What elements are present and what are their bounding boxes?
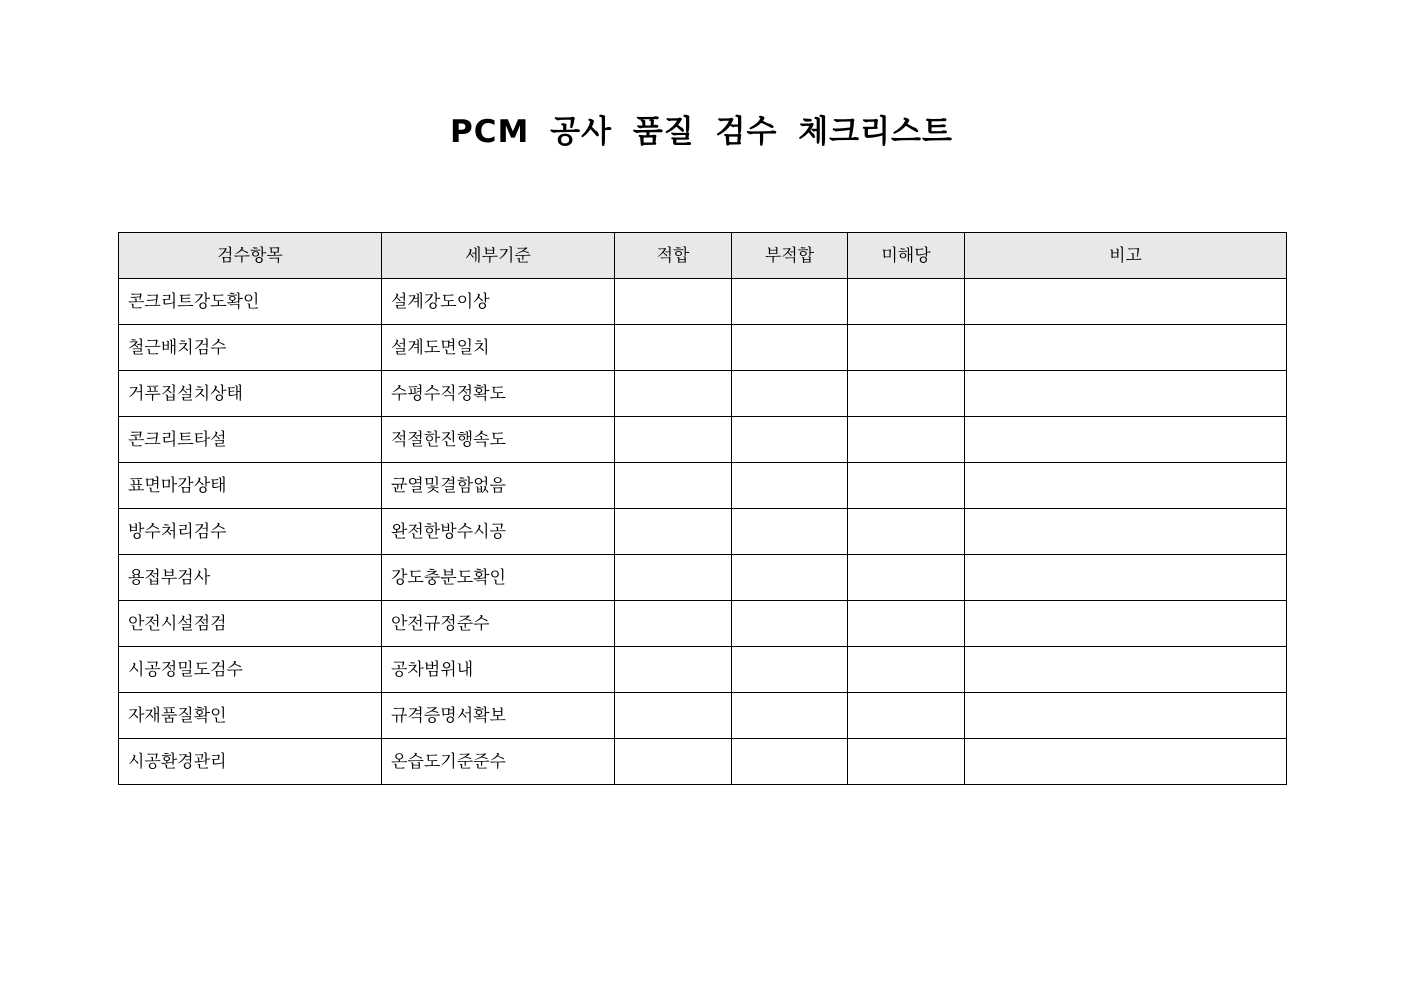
detail-criteria-cell: 균열및결함없음 <box>382 463 615 509</box>
conforming-cell[interactable] <box>615 463 732 509</box>
conforming-cell[interactable] <box>615 601 732 647</box>
table-row <box>119 279 1287 325</box>
header-remarks: 비고 <box>965 233 1287 279</box>
inspection-item-cell: 시공정밀도검수 <box>119 647 382 693</box>
nonconforming-cell[interactable] <box>732 739 848 785</box>
remarks-cell[interactable] <box>965 647 1287 693</box>
inspection-item-cell: 거푸집설치상태 <box>119 371 382 417</box>
inspection-item-cell: 시공환경관리 <box>119 739 382 785</box>
detail-criteria-cell: 안전규정준수 <box>382 601 615 647</box>
not-applicable-cell[interactable] <box>848 417 965 463</box>
nonconforming-cell[interactable] <box>732 417 848 463</box>
not-applicable-cell[interactable] <box>848 509 965 555</box>
detail-criteria-cell: 설계강도이상 <box>382 279 615 325</box>
table-row <box>119 509 1287 555</box>
nonconforming-cell[interactable] <box>732 647 848 693</box>
detail-criteria-cell: 규격증명서확보 <box>382 693 615 739</box>
header-detail-criteria: 세부기준 <box>382 233 615 279</box>
remarks-cell[interactable] <box>965 463 1287 509</box>
table-row <box>119 417 1287 463</box>
conforming-cell[interactable] <box>615 417 732 463</box>
nonconforming-cell[interactable] <box>732 463 848 509</box>
document-title: PCM 공사 품질 검수 체크리스트 <box>450 114 953 150</box>
nonconforming-cell[interactable] <box>732 325 848 371</box>
not-applicable-cell[interactable] <box>848 279 965 325</box>
nonconforming-cell[interactable] <box>732 693 848 739</box>
inspection-item-cell: 콘크리트강도확인 <box>119 279 382 325</box>
header-not-applicable: 미해당 <box>848 233 965 279</box>
header-inspection-item: 검수항목 <box>119 233 382 279</box>
table-row <box>119 601 1287 647</box>
conforming-cell[interactable] <box>615 279 732 325</box>
inspection-item-cell: 철근배치검수 <box>119 325 382 371</box>
inspection-item-cell: 자재품질확인 <box>119 693 382 739</box>
remarks-cell[interactable] <box>965 693 1287 739</box>
conforming-cell[interactable] <box>615 509 732 555</box>
not-applicable-cell[interactable] <box>848 601 965 647</box>
not-applicable-cell[interactable] <box>848 325 965 371</box>
detail-criteria-cell: 강도충분도확인 <box>382 555 615 601</box>
header-conforming: 적합 <box>615 233 732 279</box>
table-row <box>119 371 1287 417</box>
table-header-row <box>119 233 1287 279</box>
inspection-item-cell: 안전시설점검 <box>119 601 382 647</box>
remarks-cell[interactable] <box>965 739 1287 785</box>
header-nonconforming: 부적합 <box>732 233 848 279</box>
remarks-cell[interactable] <box>965 417 1287 463</box>
remarks-cell[interactable] <box>965 509 1287 555</box>
detail-criteria-cell: 온습도기준준수 <box>382 739 615 785</box>
inspection-item-cell: 표면마감상태 <box>119 463 382 509</box>
not-applicable-cell[interactable] <box>848 647 965 693</box>
detail-criteria-cell: 완전한방수시공 <box>382 509 615 555</box>
table-row <box>119 739 1287 785</box>
remarks-cell[interactable] <box>965 371 1287 417</box>
table-row <box>119 325 1287 371</box>
detail-criteria-cell: 공차범위내 <box>382 647 615 693</box>
conforming-cell[interactable] <box>615 325 732 371</box>
inspection-item-cell: 콘크리트타설 <box>119 417 382 463</box>
not-applicable-cell[interactable] <box>848 693 965 739</box>
detail-criteria-cell: 적절한진행속도 <box>382 417 615 463</box>
conforming-cell[interactable] <box>615 555 732 601</box>
inspection-checklist-table <box>118 232 1287 785</box>
table-body <box>119 279 1287 785</box>
remarks-cell[interactable] <box>965 601 1287 647</box>
conforming-cell[interactable] <box>615 371 732 417</box>
detail-criteria-cell: 설계도면일치 <box>382 325 615 371</box>
inspection-item-cell: 방수처리검수 <box>119 509 382 555</box>
conforming-cell[interactable] <box>615 647 732 693</box>
nonconforming-cell[interactable] <box>732 555 848 601</box>
table-row <box>119 647 1287 693</box>
not-applicable-cell[interactable] <box>848 463 965 509</box>
detail-criteria-cell: 수평수직정확도 <box>382 371 615 417</box>
table-row <box>119 693 1287 739</box>
not-applicable-cell[interactable] <box>848 555 965 601</box>
table-row <box>119 463 1287 509</box>
nonconforming-cell[interactable] <box>732 279 848 325</box>
remarks-cell[interactable] <box>965 555 1287 601</box>
nonconforming-cell[interactable] <box>732 509 848 555</box>
not-applicable-cell[interactable] <box>848 739 965 785</box>
inspection-item-cell: 용접부검사 <box>119 555 382 601</box>
nonconforming-cell[interactable] <box>732 601 848 647</box>
conforming-cell[interactable] <box>615 739 732 785</box>
nonconforming-cell[interactable] <box>732 371 848 417</box>
remarks-cell[interactable] <box>965 279 1287 325</box>
not-applicable-cell[interactable] <box>848 371 965 417</box>
table-row <box>119 555 1287 601</box>
conforming-cell[interactable] <box>615 693 732 739</box>
remarks-cell[interactable] <box>965 325 1287 371</box>
